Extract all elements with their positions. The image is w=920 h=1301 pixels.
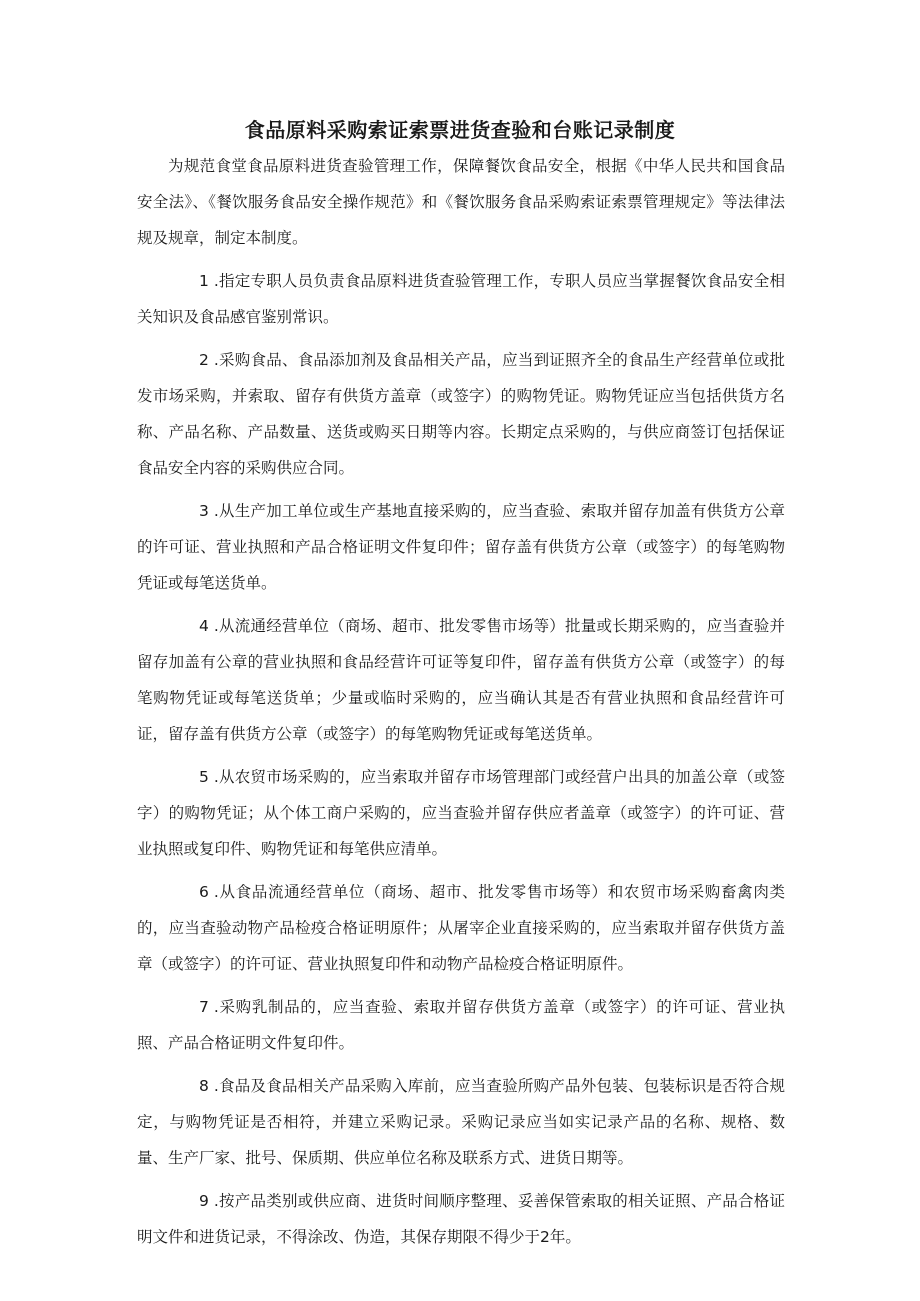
clause-paragraph xyxy=(137,1183,785,1255)
clause-paragraph xyxy=(137,874,785,982)
clause-paragraph xyxy=(137,1068,785,1176)
document-body xyxy=(137,148,785,1262)
intro-paragraph: 为规范食堂食品原料进货查验管理工作，保障餐饮食品安全，根据《中华人民共和国食品安全法》、《餐饮服务食品安全操作规范》和《餐饮服务食品采购索证索票管理规定》等法律法规及规章，制定本制度。 xyxy=(137,157,785,247)
clause-number: 1 xyxy=(199,272,209,290)
clause-paragraph xyxy=(137,759,785,867)
clause-text: .食品及食品相关产品采购入库前，应当查验所购产品外包装、包装标识是否符合规定，与购物凭证是否相符，并建立采购记录。采购记录应当如实记录产品的名称、规格、数量、生产厂家、批号、保质期、供应单位名称及联系方式、进货日期等。 xyxy=(137,1077,785,1167)
clause-paragraph xyxy=(137,989,785,1061)
clause-number: 6 xyxy=(199,883,209,901)
clause-text: .采购食品、食品添加剂及食品相关产品，应当到证照齐全的食品生产经营单位或批发市场采购，并索取、留存有供货方盖章（或签字）的购物凭证。购物凭证应当包括供货方名称、产品名称、产品数量、送货或购买日期等内容。长期定点采购的，与供应商签订包括保证食品安全内容的采购供应合同。 xyxy=(137,351,785,477)
clause-paragraph xyxy=(137,342,785,486)
clause-number: 2 xyxy=(199,351,209,369)
clause-number: 5 xyxy=(199,768,209,786)
document-title: 食品原料采购索证索票进货查验和台账记录制度 xyxy=(244,118,676,142)
clause-number: 8 xyxy=(199,1077,209,1095)
clause-paragraph xyxy=(137,493,785,601)
clause-text: .从农贸市场采购的，应当索取并留存市场管理部门或经营户出具的加盖公章（或签字）的购物凭证；从个体工商户采购的，应当查验并留存供应者盖章（或签字）的许可证、营业执照或复印件、购物凭证和每笔供应清单。 xyxy=(137,768,785,858)
clause-number: 4 xyxy=(199,617,209,635)
clause-number: 7 xyxy=(199,998,209,1016)
clause-number: 9 xyxy=(199,1192,209,1210)
clause-text: .采购乳制品的，应当查验、索取并留存供货方盖章（或签字）的许可证、营业执照、产品合格证明文件复印件。 xyxy=(137,998,785,1052)
clause-text: .从食品流通经营单位（商场、超市、批发零售市场等）和农贸市场采购畜禽肉类的，应当查验动物产品检疫合格证明原件；从屠宰企业直接采购的，应当索取并留存供货方盖章（或签字）的许可证、营业执照复印件和动物产品检疫合格证明原件。 xyxy=(137,883,785,973)
clause-text: .从生产加工单位或生产基地直接采购的，应当查验、索取并留存加盖有供货方公章的许可证、营业执照和产品合格证明文件复印件；留存盖有供货方公章（或签字）的每笔购物凭证或每笔送货单。 xyxy=(137,502,785,592)
clause-text: .从流通经营单位（商场、超市、批发零售市场等）批量或长期采购的，应当查验并留存加盖有公章的营业执照和食品经营许可证等复印件，留存盖有供货方公章（或签字）的每笔购物凭证或每笔送货单；少量或临时采购的，应当确认其是否有营业执照和食品经营许可证，留存盖有供货方公章（或签字）的每笔购物凭证或每笔送货单。 xyxy=(137,617,785,743)
clause-text: .按产品类别或供应商、进货时间顺序整理、妥善保管索取的相关证照、产品合格证明文件和进货记录，不得涂改、伪造，其保存期限不得少于2年。 xyxy=(137,1192,785,1246)
clause-text: .指定专职人员负责食品原料进货查验管理工作，专职人员应当掌握餐饮食品安全相关知识及食品感官鉴别常识。 xyxy=(137,272,785,326)
clause-paragraph xyxy=(137,263,785,335)
clause-paragraph xyxy=(137,608,785,752)
clause-number: 3 xyxy=(199,502,209,520)
